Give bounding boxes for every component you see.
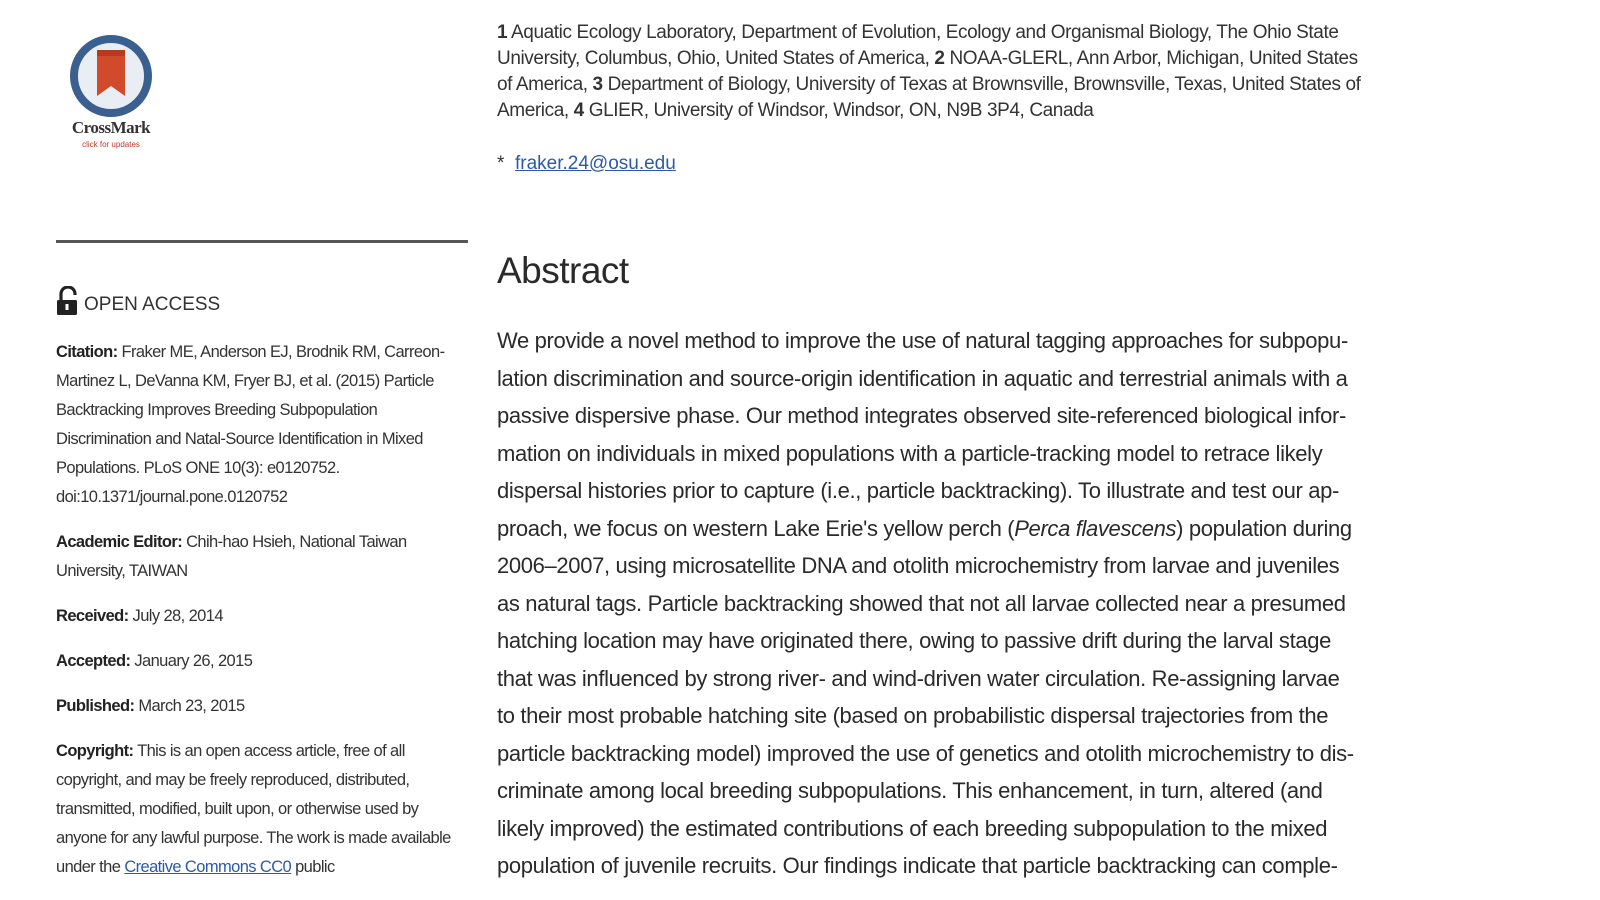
abstract-text: dispersal histories prior to capture (i.e., particle backtracking). To illustrate and test our ap- <box>497 478 1340 503</box>
open-lock-icon <box>56 286 80 316</box>
abstract-text: We provide a novel method to improve the use of natural tagging approaches for subpopu- <box>497 328 1348 353</box>
abstract-line <box>497 360 1537 398</box>
abstract-line <box>497 735 1537 773</box>
affiliation-number: 3 <box>592 74 603 95</box>
affiliation-text: America, <box>497 100 574 121</box>
citation-label: Citation: <box>56 343 118 361</box>
copyright <box>56 737 468 882</box>
abstract-line <box>497 547 1537 585</box>
affiliation-text: Department of Biology, University of Texas at Brownsville, Brownsville, Texas, United States of <box>602 74 1361 95</box>
accepted-label: Accepted: <box>56 652 131 670</box>
crossmark-subtitle: click for updates <box>82 140 140 149</box>
affiliation-number: 1 <box>497 22 508 43</box>
affiliation-text: University, Columbus, Ohio, United States of America, <box>497 48 935 69</box>
citation-text: Fraker ME, Anderson EJ, Brodnik RM, Carreon-Martinez L, DeVanna KM, Fryer BJ, et al. (2015) Particle Backtracking Improves Breeding Subpopulation Discrimination and Natal-Source Identification in Mixed Populations. PLoS ONE 10(3): e0120752. doi:10.1371/journal.pone.0120752 <box>56 343 445 506</box>
crossmark-logo[interactable] <box>56 34 166 159</box>
affiliation-line <box>497 20 1537 46</box>
affiliations <box>497 20 1537 124</box>
sidebar-divider <box>56 240 468 243</box>
abstract-line <box>497 697 1537 735</box>
abstract-line <box>497 847 1537 885</box>
abstract-text: as natural tags. Particle backtracking showed that not all larvae collected near a presumed <box>497 590 1346 616</box>
crossmark-title: CrossMark <box>71 118 151 137</box>
accepted-date <box>56 647 468 676</box>
published-date <box>56 692 468 721</box>
abstract-line <box>497 585 1537 623</box>
corresponding-email <box>497 153 676 175</box>
email-link[interactable]: fraker.24@osu.edu <box>514 153 676 174</box>
affiliation-text: Aquatic Ecology Laboratory, Department of Evolution, Ecology and Organismal Biology, The Ohio State <box>507 22 1339 43</box>
copyright-text: This is an open access article, free of all copyright, and may be freely reproduced, distributed, transmitted, modified, built upon, or otherwise used by anyone for any lawful purpose. The work is made available under the <box>56 742 451 876</box>
academic-editor <box>56 528 468 586</box>
crossmark-icon <box>64 34 158 118</box>
email-marker: * <box>497 153 505 174</box>
published-label: Published: <box>56 697 135 715</box>
abstract-text: proach, we focus on western Lake Erie's yellow perch ( <box>497 515 1015 541</box>
received-text: July 28, 2014 <box>128 607 223 625</box>
affiliation-number: 2 <box>934 48 945 69</box>
abstract-line <box>497 622 1537 660</box>
abstract-line <box>497 472 1537 510</box>
open-access-badge <box>56 286 220 316</box>
copyright-tail: public <box>291 858 335 876</box>
editor-text: Chih-hao Hsieh, National Taiwan University, TAIWAN <box>56 533 407 580</box>
abstract-text: ) population during <box>1176 515 1352 541</box>
affiliation-text: NOAA-GLERL, Ann Arbor, Michigan, United States <box>944 48 1358 69</box>
cc0-license-link[interactable]: Creative Commons CC0 <box>124 858 292 876</box>
abstract-text: mation on individuals in mixed populations with a particle-tracking model to retrace likely <box>497 440 1323 466</box>
copyright-label: Copyright: <box>56 742 134 760</box>
received-label: Received: <box>56 607 129 625</box>
published-text: March 23, 2015 <box>134 697 245 715</box>
article-metadata <box>56 338 468 898</box>
abstract-text: hatching location may have originated there, owing to passive drift during the larval stage <box>497 628 1331 653</box>
abstract-text: 2006–2007, using microsatellite DNA and otolith microchemistry from larvae and juveniles <box>497 553 1340 578</box>
abstract-body <box>497 322 1537 885</box>
abstract-text: likely improved) the estimated contributions of each breeding subpopulation to the mixed <box>497 815 1328 841</box>
abstract-text: lation discrimination and source-origin identification in aquatic and terrestrial animals with a <box>497 365 1348 391</box>
abstract-line <box>497 397 1537 435</box>
affiliation-line <box>497 98 1537 124</box>
abstract-text: population of juvenile recruits. Our findings indicate that particle backtracking can comple- <box>497 853 1338 878</box>
editor-label: Academic Editor: <box>56 533 183 551</box>
abstract-heading: Abstract <box>497 250 629 291</box>
abstract-line <box>497 772 1537 810</box>
abstract-text: to their most probable hatching site (based on probabilistic dispersal trajectories from the <box>497 703 1329 728</box>
abstract-line <box>497 435 1537 473</box>
received-date <box>56 602 468 631</box>
abstract-line <box>497 810 1537 848</box>
abstract-line <box>497 660 1537 698</box>
affiliation-line <box>497 72 1537 98</box>
abstract-text: passive dispersive phase. Our method integrates observed site-referenced biological infor- <box>497 403 1346 428</box>
abstract-text: criminate among local breeding subpopulations. This enhancement, in turn, altered (and <box>497 778 1323 803</box>
open-access-label: OPEN ACCESS <box>84 294 221 315</box>
citation <box>56 338 468 512</box>
abstract-text: particle backtracking model) improved the use of genetics and otolith microchemistry to dis- <box>497 740 1354 766</box>
abstract-line <box>497 322 1537 360</box>
affiliation-text: GLIER, University of Windsor, Windsor, ON, N9B 3P4, Canada <box>583 100 1094 121</box>
affiliation-text: of America, <box>497 74 593 95</box>
abstract-line <box>497 510 1537 548</box>
accepted-text: January 26, 2015 <box>130 652 253 670</box>
abstract-text: that was influenced by strong river- and wind-driven water circulation. Re-assigning larvae <box>497 665 1340 691</box>
affiliation-line <box>497 46 1537 72</box>
affiliation-number: 4 <box>573 100 584 121</box>
species-name: Perca flavescens <box>1014 515 1177 541</box>
